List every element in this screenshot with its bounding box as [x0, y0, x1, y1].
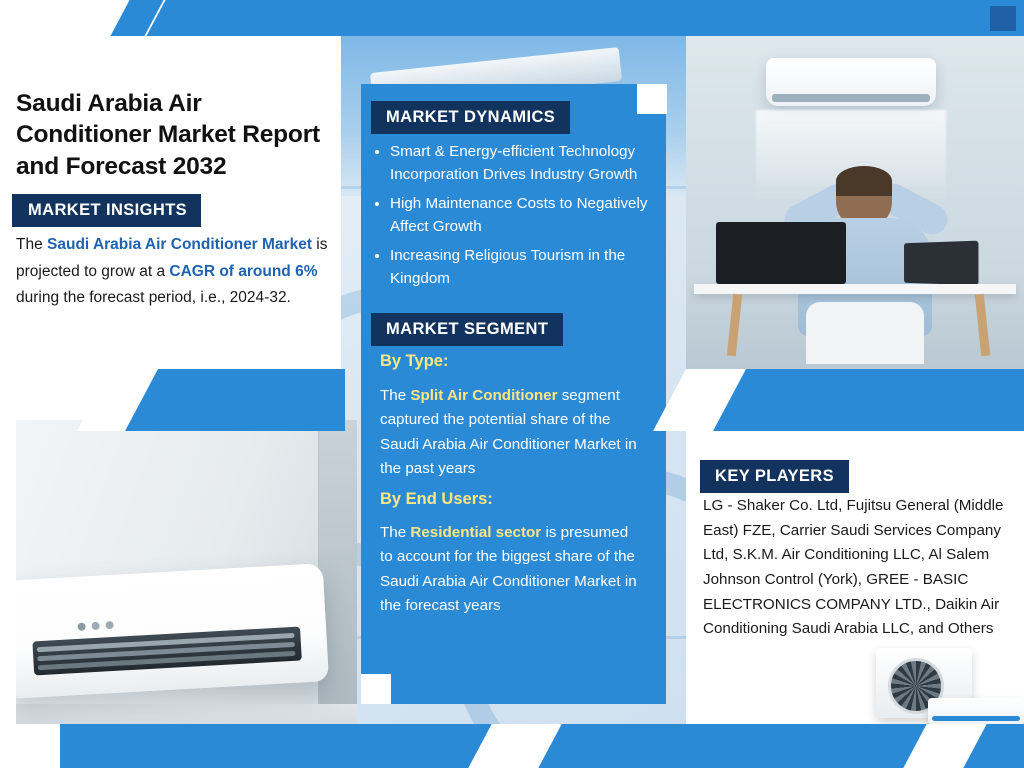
- key-players-badge: KEY PLAYERS: [700, 460, 849, 493]
- right-photo-ac-vent: [772, 94, 930, 102]
- by-type-text-1: The: [380, 387, 411, 404]
- by-type-text: [380, 384, 638, 481]
- key-players-product-photo: [876, 648, 1024, 728]
- left-photo-ac-unit: [16, 563, 329, 699]
- right-photo-chair: [806, 302, 924, 364]
- center-panel-notch-bottom-left: [361, 674, 391, 704]
- right-photo-laptop: [904, 241, 978, 286]
- left-photo-ac-indicators: [77, 622, 85, 630]
- by-end-users-text-2: is presumed to account for the biggest share of the Saudi Arabia Air Conditioner Market in the forecast years: [380, 524, 637, 614]
- left-white-band: [0, 36, 16, 768]
- by-type-text-2: segment captured the potential share of the Saudi Arabia Air Conditioner Market in the past years: [380, 387, 637, 477]
- page-title: Saudi Arabia Air Conditioner Market Report and Forecast 2032: [16, 90, 320, 180]
- by-type-heading: By Type:: [380, 352, 449, 370]
- key-players-text: LG - Shaker Co. Ltd, Fujitsu General (Middle East) FZE, Carrier Saudi Services Company Ltd, S.K.M. Air Conditioning LLC, Al Salem Johnson Control (York), GREE - BASIC ELECTRONICS COMPANY LTD., Daikin Air Conditioning Saudi Arabia LLC, and Others: [703, 497, 1004, 638]
- market-insights-text: [16, 232, 328, 312]
- bottom-white-notch: [0, 724, 60, 768]
- insights-text-1: The: [16, 236, 48, 253]
- insights-text-3: during the forecast period, i.e., 2024-32.: [16, 289, 291, 307]
- right-photo-desk: [694, 284, 1016, 294]
- top-right-square: [990, 6, 1016, 31]
- insights-text-2: is projected to grow at a: [16, 236, 328, 280]
- indoor-ac-accent-strip: [932, 716, 1020, 721]
- list-item: • Smart & Energy-efficient Technology Incorporation Drives Industry Growth: [390, 140, 670, 186]
- by-type-highlight: Split Air Conditioner: [410, 387, 558, 404]
- by-end-users-heading: By End Users:: [380, 490, 493, 508]
- right-office-photo: [686, 36, 1024, 369]
- center-panel-notch-top-right: [637, 84, 667, 114]
- insights-bold-cagr: CAGR of around 6%: [169, 262, 318, 280]
- by-end-users-highlight: Residential sector: [410, 524, 542, 541]
- right-photo-person-hair: [836, 166, 892, 196]
- right-photo-monitor: [716, 222, 846, 284]
- market-dynamics-badge: MARKET DYNAMICS: [371, 101, 570, 134]
- left-ac-photo: [16, 420, 357, 760]
- market-insights-badge: MARKET INSIGHTS: [12, 194, 201, 227]
- insights-bold-market: Saudi Arabia Air Conditioner Market: [47, 236, 312, 253]
- market-dynamics-list: [372, 140, 670, 297]
- by-end-users-text: [380, 521, 638, 618]
- list-item: • High Maintenance Costs to Negatively Affect Growth: [390, 192, 670, 238]
- list-item: • Increasing Religious Tourism in the Kingdom: [390, 244, 670, 290]
- mid-blue-wedge: [120, 369, 345, 431]
- by-end-users-text-1: The: [380, 524, 411, 541]
- market-segment-badge: MARKET SEGMENT: [371, 313, 563, 346]
